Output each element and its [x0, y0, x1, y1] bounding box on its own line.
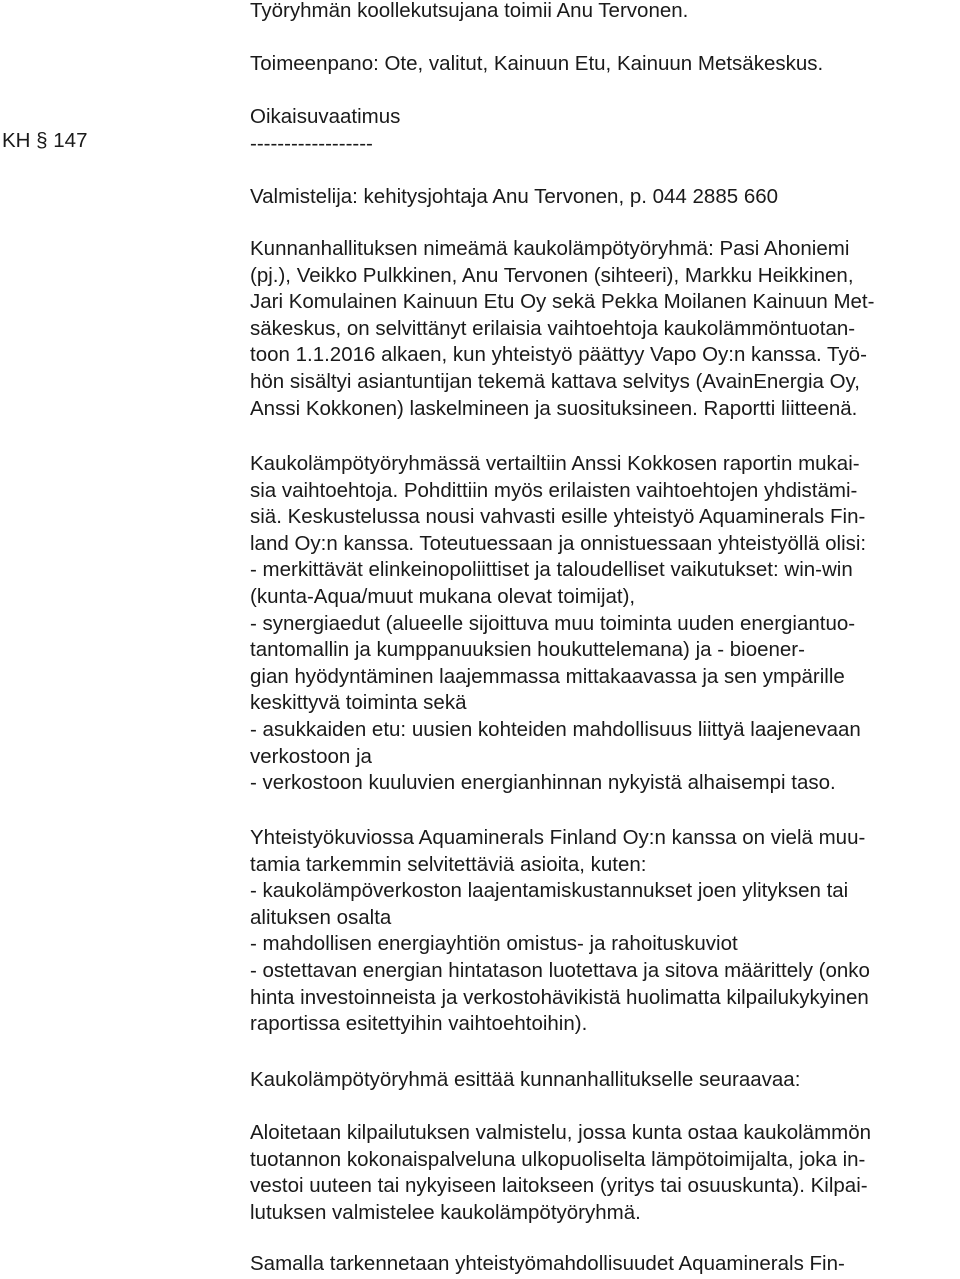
paragraph-line: tamia tarkemmin selvitettäviä asioita, kuten: [250, 852, 647, 876]
paragraph-line: hön sisältyi asiantuntijan tekemä kattava selvitys (AvainEnergia Oy, [250, 369, 860, 393]
paragraph-line: - synergiaedut (alueelle sijoittuva muu toiminta uuden energiantuo- [250, 611, 856, 635]
paragraph-line: verkostoon ja [250, 744, 372, 768]
paragraph-line: Aloitetaan kilpailutuksen valmistelu, jossa kunta ostaa kaukolämmön [250, 1121, 872, 1144]
paragraph-line: - asukkaiden etu: uusien kohteiden mahdollisuus liittyä laajenevaan [250, 717, 861, 741]
paragraph-line: sia vaihtoehtoja. Pohdittiin myös erilaisten vaihtoehtojen yhdistämi- [250, 478, 858, 502]
paragraph-line: säkeskus, on selvittänyt erilaisia vaihtoehtoja kaukolämmöntuotan- [250, 316, 856, 340]
paragraph-line: raportissa esitettyihin vaihtoehtoihin). [250, 1012, 588, 1036]
paragraph-line: hinta investoinneista ja verkostohävikistä huolimatta kilpailukykyinen [250, 985, 869, 1009]
paragraph-line: - merkittävät elinkeinopoliittiset ja taloudelliset vaikutukset: win-win [250, 558, 853, 582]
section-heading: Oikaisuvaatimus [250, 105, 401, 129]
coordinator-line: Työryhmän koollekutsujana toimii Anu Tervonen. [250, 0, 689, 22]
paragraph-continuation [250, 1251, 955, 1278]
paragraph-line: keskittyvä toiminta sekä [250, 691, 467, 715]
paragraph-line: siä. Keskustelussa nousi vahvasti esille yhteistyö Aquaminerals Fin- [250, 505, 866, 529]
header-block [250, 0, 955, 211]
preparer-line: Valmistelija: kehitysjohtaja Anu Tervonen, p. 044 2885 660 [250, 185, 779, 209]
paragraph-open-issues [250, 825, 955, 1038]
implementation-line: Toimeenpano: Ote, valitut, Kainuun Etu, Kainuun Metsäkeskus. [250, 52, 824, 76]
paragraph-line: vestoi uuteen tai nykyiseen laitokseen (yritys tai osuuskunta). Kilpai- [250, 1174, 868, 1198]
paragraph-working-group [250, 236, 955, 422]
paragraph-line: alituksen osalta [250, 905, 392, 929]
paragraph-line: - kaukolämpöverkoston laajentamiskustannukset joen ylityksen tai [250, 879, 849, 903]
paragraph-line: Kaukolämpötyöryhmä esittää kunnanhallitukselle seuraavaa: [250, 1068, 801, 1091]
paragraph-line: - ostettavan energian hintatason luotettava ja sitova määrittely (onko [250, 958, 870, 982]
paragraph-proposal [250, 1120, 955, 1226]
paragraph-line: tuotannon kokonaispalveluna ulkopuoliselta lämpötoimijalta, joka in- [250, 1147, 866, 1171]
paragraph-line: Anssi Kokkonen) laskelmineen ja suosituksineen. Raportti liitteenä. [250, 396, 858, 420]
paragraph-line: (kunta-Aqua/muut mukana olevat toimijat), [250, 584, 636, 608]
paragraph-line: toon 1.1.2016 alkaen, kun yhteistyö päättyy Vapo Oy:n kanssa. Työ- [250, 343, 867, 367]
paragraph-line: Jari Komulainen Kainuun Etu Oy sekä Pekka Moilanen Kainuun Met- [250, 290, 875, 314]
paragraph-comparison [250, 451, 955, 797]
section-number: KH § 147 [2, 129, 88, 152]
paragraph-line: (pj.), Veikko Pulkkinen, Anu Tervonen (sihteeri), Markku Heikkinen, [250, 263, 854, 287]
paragraph-line: Yhteistyökuviossa Aquaminerals Finland Oy:n kanssa on vielä muu- [250, 826, 866, 849]
paragraph-line: - mahdollisen energiayhtiön omistus- ja rahoituskuviot [250, 932, 738, 956]
heading-separator: ------------------ [250, 131, 373, 155]
paragraph-line: gian hyödyntäminen laajemmassa mittakaavassa ja sen ympärille [250, 664, 845, 688]
paragraph-line: - verkostoon kuuluvien energianhinnan nykyistä alhaisempi taso. [250, 771, 836, 795]
paragraph-line: land Oy:n kanssa. Toteutuessaan ja onnistuessaan yhteistyöllä olisi: [250, 531, 867, 555]
paragraph-line: lutuksen valmistelee kaukolämpötyöryhmä. [250, 1200, 641, 1224]
paragraph-line: Samalla tarkennetaan yhteistyömahdollisuudet Aquaminerals Fin- [250, 1252, 845, 1275]
paragraph-line: Kunnanhallituksen nimeämä kaukolämpötyöryhmä: Pasi Ahoniemi [250, 237, 850, 260]
paragraph-line: Kaukolämpötyöryhmässä vertailtiin Anssi Kokkosen raportin mukai- [250, 452, 860, 475]
paragraph-line: tantomallin ja kumppanuuksien houkuttelemana) ja - bioener- [250, 638, 805, 662]
paragraph-proposal-intro [250, 1067, 955, 1094]
